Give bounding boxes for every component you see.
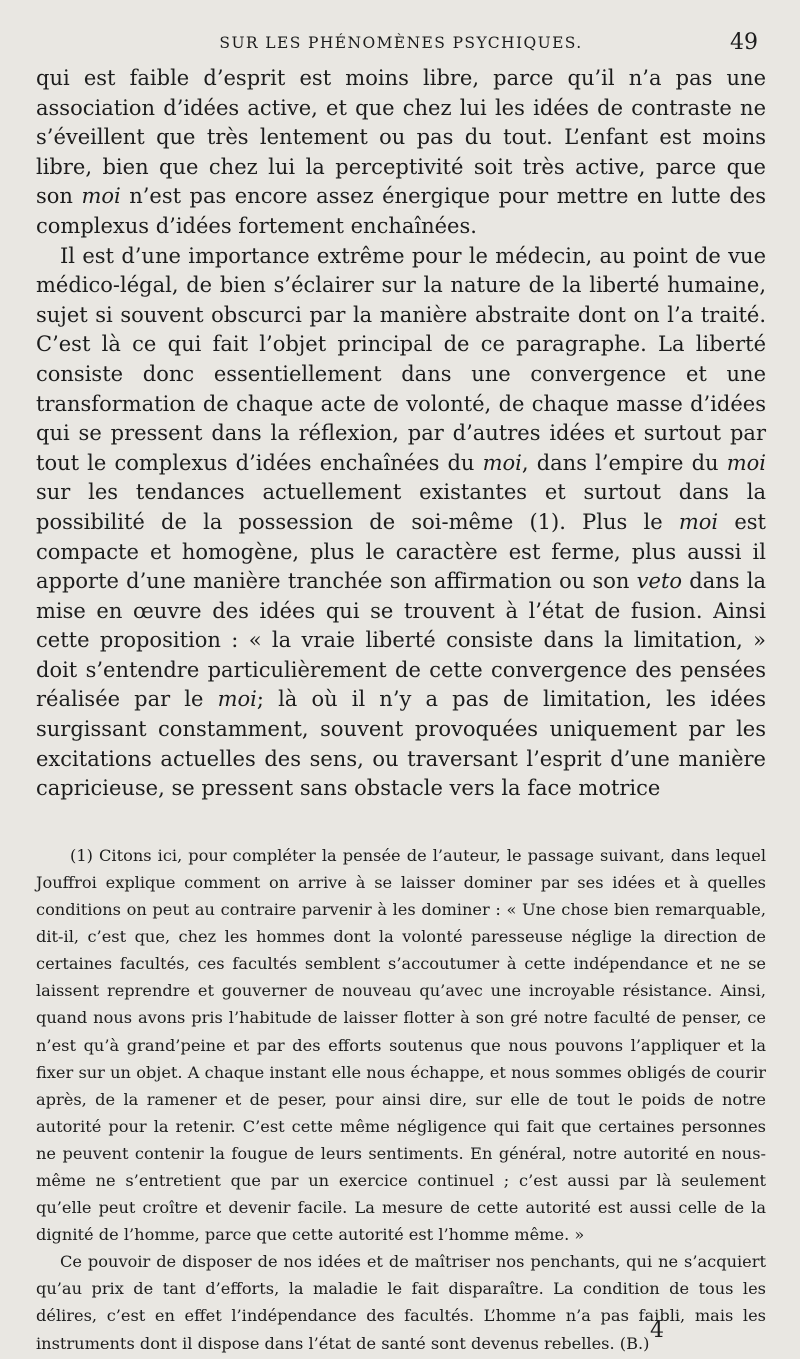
- paragraph-2: [36, 242, 766, 804]
- italic-term: moi: [482, 450, 522, 475]
- italic-term: moi: [217, 687, 257, 712]
- footnote-1: (1) Citons ici, pour compléter la pensée de l’auteur, le passage suivant, dans lequel Jouffroi explique comment on arrive à se laisser dominer par ses idées et à quelles conditions on peut au contraire parvenir à les dominer : « Une chose bien remarquable, dit-il, c’est que, chez les hommes dont la volonté paresseuse néglige la direction de certaines facultés, ces facultés semblent s’accoutumer à cette indépendance et ne se laissent reprendre et gouverner de nouveau qu’avec une incroyable résistance. Ainsi, quand nous avons pris l’habitude de laisser flotter à son gré notre faculté de penser, ce n’est qu’à grand’peine et par des efforts soutenus que nous pouvons l’appliquer et la fixer sur un objet. A chaque instant elle nous échappe, et nous sommes obligés de courir après, de la ramener et de peser, pour ainsi dire, sur elle de tout le poids de notre autorité pour la retenir. C’est cette même négligence qui fait que certaines personnes ne peuvent contenir la fougue de leurs sentiments. En général, notre autorité en nous-même ne s’entretient que par un exercice continuel ; c’est aussi par là seulement qu’elle peut croître et devenir facile. La mesure de cette autorité est aussi celle de la dignité de l’homme, parce que cette autorité est l’homme même. »: [36, 845, 766, 1245]
- text-run: Il est d’une importance extrême pour le médecin, au point de vue médico-légal, de bien s’éclairer sur la nature de la liberté humaine, sujet si souvent obscurci par la manière abstraite dont on l’a traité. C’est là ce qui fait l’objet principal de ce paragraphe. La liberté consiste donc essentiellement dans une convergence et une transformation de chaque acte de volonté, de chaque masse d’idées qui se pressent dans la réflexion, par d’autres idées et surtout par tout le complexus d’idées enchaînées du: [36, 243, 766, 475]
- footnote-block: [36, 842, 766, 1357]
- text-run: , dans l’empire du: [521, 450, 727, 475]
- running-header: [36, 30, 766, 64]
- signature-mark: 4: [650, 1318, 664, 1343]
- text-run: n’est pas encore assez énergique pour mettre en lutte des complexus d’idées fortement enchaînées.: [36, 184, 766, 238]
- main-text: [36, 64, 766, 804]
- italic-term: moi: [81, 184, 121, 209]
- paragraph-1: [36, 64, 766, 242]
- italic-term: moi: [726, 450, 767, 475]
- italic-term: moi: [678, 509, 719, 534]
- text-run: est compacte et homogène, plus le caractère est ferme, plus aussi il apporte d’une manière tranchée son affirmation ou son: [36, 509, 766, 594]
- page-number: 49: [730, 30, 758, 55]
- text-run: sur les tendances actuellement existantes et surtout dans la possibilité de la possession de soi-même (1). Plus le: [36, 480, 766, 534]
- italic-term: veto: [636, 569, 683, 594]
- text-run: qui est faible d’esprit est moins libre, parce qu’il n’a pas une association d’idées active, et que chez lui les idées de contraste ne s’éveillent que très lentement ou pas du tout. L’enfant est moins libre, bien que chez lui la perceptivité soit très active, parce que son: [36, 66, 766, 209]
- running-title: SUR LES PHÉNOMÈNES PSYCHIQUES.: [219, 34, 583, 52]
- text-run: dans la mise en œuvre des idées qui se trouvent à l’état de fusion. Ainsi cette proposition : « la vraie liberté consiste dans la limitation, » doit s’entendre particulièrement de cette convergence des pensées réalisée par le: [36, 569, 766, 712]
- footnote-continuation: Ce pouvoir de disposer de nos idées et de maîtriser nos penchants, qui ne s’acquiert qu’au prix de tant d’efforts, la maladie le fait disparaître. La condition de tous les délires, c’est en effet l’indépendance des facultés. L’homme n’a pas faibli, mais les instruments dont il dispose dans l’état de santé sont devenus rebelles. (B.): [36, 1252, 766, 1353]
- text-run: ; là où il n’y a pas de limitation, les idées surgissant constamment, souvent provoquées uniquement par les excitations actuelles des sens, ou traversant l’esprit d’une manière capricieuse, se pressent sans obstacle vers la face motrice: [36, 687, 766, 801]
